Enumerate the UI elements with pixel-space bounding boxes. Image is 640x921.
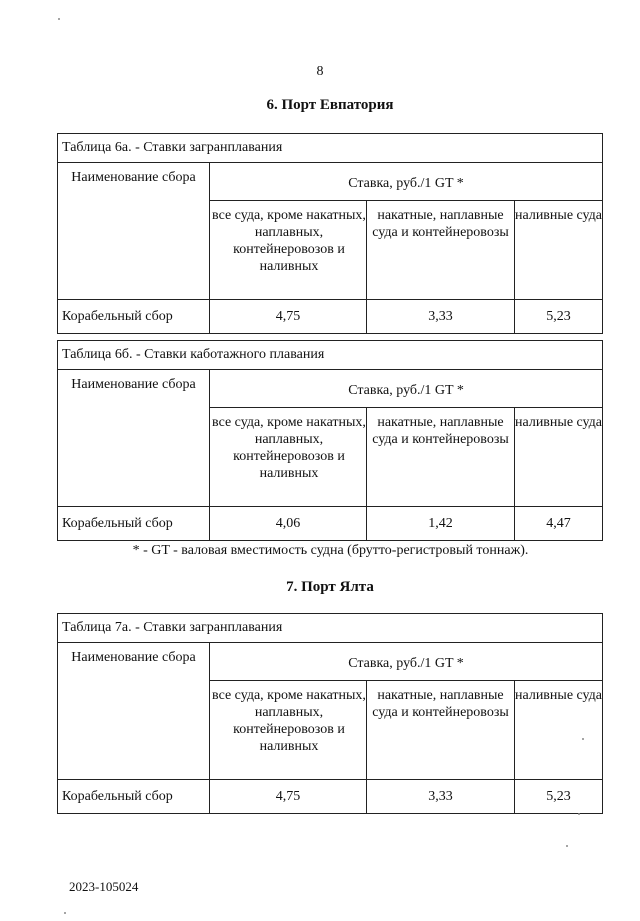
fee-value-all-vessels: 4,06 (210, 507, 367, 541)
scan-speck (64, 912, 66, 914)
table-caption: Таблица 6а. - Ставки загранплавания (58, 134, 603, 163)
rates-table-7a (57, 613, 603, 814)
rates-table-6a (57, 133, 603, 334)
category-tankers: наливные суда (515, 201, 603, 300)
section-title-port-evpatoria: 6. Порт Евпатория (266, 97, 394, 113)
scan-speck (58, 18, 60, 20)
document-code: 2023-105024 (69, 879, 139, 894)
category-roro-container: накатные, наплавные суда и контейнеровозы (367, 681, 515, 780)
fee-name-cell: Корабельный сбор (58, 300, 210, 334)
category-roro-container: накатные, наплавные суда и контейнеровозы (367, 408, 515, 507)
fee-value-roro-container: 1,42 (367, 507, 515, 541)
scan-speck (566, 845, 568, 847)
category-all-vessels: все суда, кроме накатных, наплавных, контейнеровозов и наливных (210, 681, 367, 780)
scan-speck (582, 738, 584, 740)
gt-footnote: * - GT - валовая вместимость судна (брутто-регистровый тоннаж). (132, 543, 529, 558)
table-caption: Таблица 7а. - Ставки загранплавания (58, 614, 603, 643)
fee-name-header: Наименование сбора (58, 643, 210, 780)
category-tankers: наливные суда (515, 681, 603, 780)
category-tankers: наливные суда (515, 408, 603, 507)
rate-header: Ставка, руб./1 GT * (210, 163, 603, 201)
fee-name-header: Наименование сбора (58, 163, 210, 300)
category-all-vessels: все суда, кроме накатных, наплавных, контейнеровозов и наливных (210, 201, 367, 300)
category-roro-container: накатные, наплавные суда и контейнеровозы (367, 201, 515, 300)
fee-value-roro-container: 3,33 (367, 300, 515, 334)
rates-table-6b (57, 340, 603, 541)
rate-header: Ставка, руб./1 GT * (210, 370, 603, 408)
table-caption: Таблица 6б. - Ставки каботажного плавания (58, 341, 603, 370)
category-all-vessels: все суда, кроме накатных, наплавных, контейнеровозов и наливных (210, 408, 367, 507)
fee-value-all-vessels: 4,75 (210, 300, 367, 334)
scan-speck (578, 813, 580, 815)
page-number: 8 (316, 64, 324, 79)
fee-name-cell: Корабельный сбор (58, 507, 210, 541)
fee-value-all-vessels: 4,75 (210, 780, 367, 814)
fee-value-tankers: 5,23 (515, 780, 603, 814)
fee-value-roro-container: 3,33 (367, 780, 515, 814)
rate-header: Ставка, руб./1 GT * (210, 643, 603, 681)
section-title-port-yalta: 7. Порт Ялта (286, 579, 374, 595)
fee-value-tankers: 4,47 (515, 507, 603, 541)
fee-value-tankers: 5,23 (515, 300, 603, 334)
fee-name-header: Наименование сбора (58, 370, 210, 507)
fee-name-cell: Корабельный сбор (58, 780, 210, 814)
